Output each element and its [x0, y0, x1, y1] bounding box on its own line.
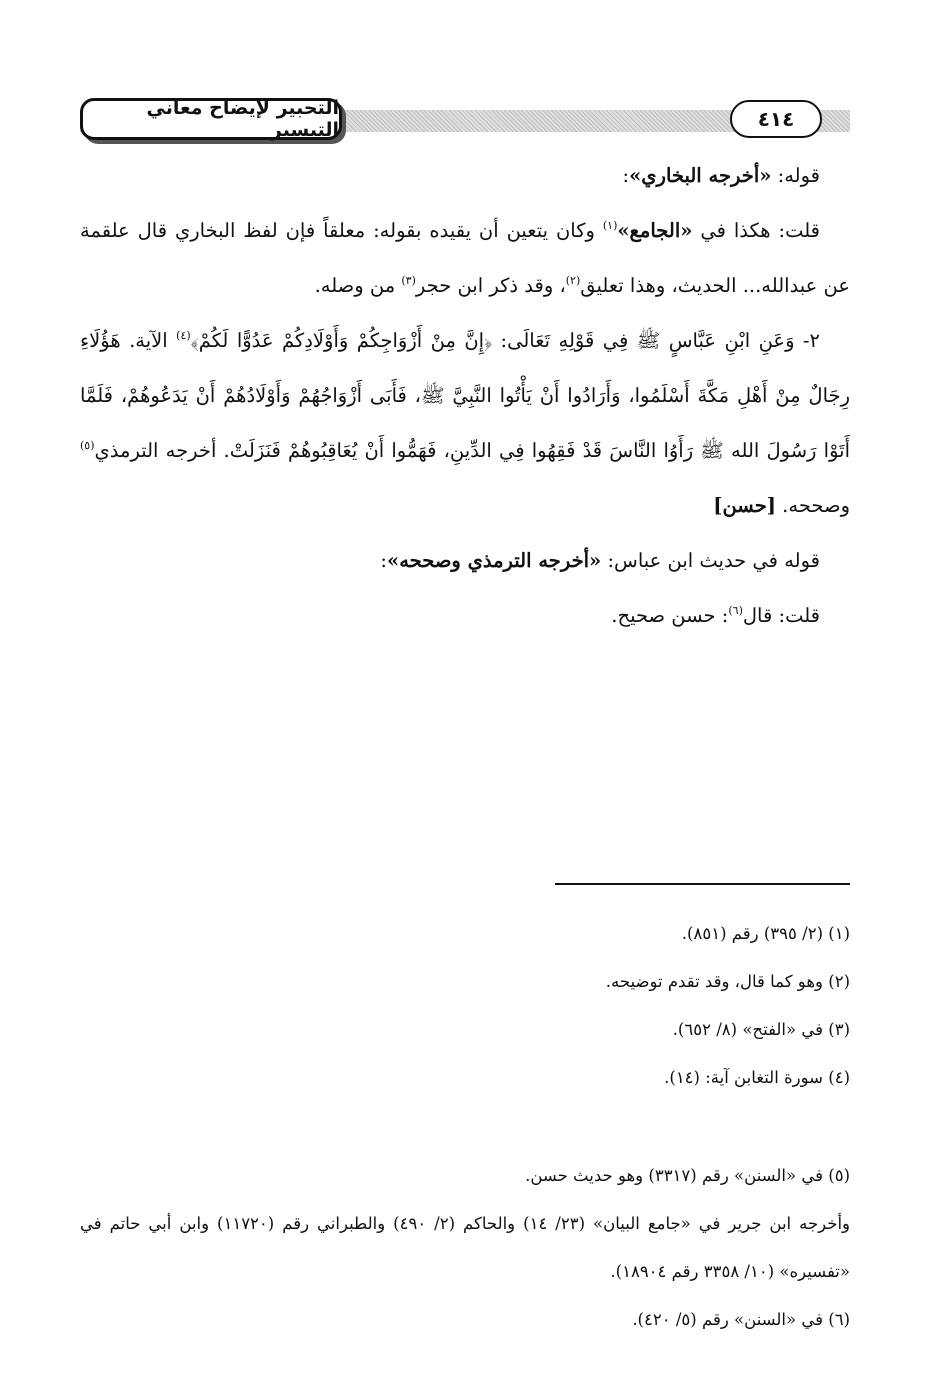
text: :	[622, 164, 630, 187]
footnote-6: (٦) في «السنن» رقم (٥/ ٤٢٠).	[632, 1310, 850, 1329]
hadith-grade: [حسن]	[713, 494, 776, 517]
text: قوله في حديث ابن عباس:	[601, 549, 820, 572]
footnote-4: (٤) سورة التغابن آية: (١٤).	[664, 1068, 850, 1087]
text: :	[380, 549, 387, 572]
footnote-marker: (٣)	[401, 274, 416, 287]
footnote-2: (٢) وهو كما قال، وقد تقدم توضيحه.	[605, 972, 850, 991]
footnote-5-continued: وأخرجه ابن جرير في «جامع البيان» (٢٣/ ١٤) والحاكم (٢/ ٤٩٠) والطبراني رقم (١١٧٢٠) وابن أبي حاتم في «تفسيره» (١٠/ ٣٣٥٨ رقم ١٨٩٠٤).	[80, 1214, 851, 1281]
paragraph-2	[80, 203, 850, 313]
running-header	[80, 98, 850, 144]
page-number: ٤١٤	[730, 100, 822, 138]
footnote-marker: (٦)	[728, 604, 743, 617]
footnote-marker: (٢)	[565, 274, 581, 287]
paragraph-3-hadith	[80, 313, 850, 533]
footnote-1: (١) (٢/ ٣٩٥) رقم (٨٥١).	[681, 924, 850, 943]
footnote-5: (٥) في «السنن» رقم (٣٣١٧) وهو حديث حسن.	[525, 1166, 850, 1185]
text: وصححه.	[775, 494, 850, 517]
paragraph-1	[80, 148, 850, 203]
footnote-separator	[555, 883, 850, 885]
text: قلت: قال	[742, 604, 820, 627]
quoted-phrase: «أخرجه البخاري»	[629, 164, 772, 187]
footnote-marker: (١)	[602, 219, 618, 232]
text: من وصله.	[314, 274, 402, 297]
footnotes	[80, 910, 850, 1344]
quoted-phrase: «أخرجه الترمذي وصححه»	[387, 549, 602, 572]
text: قلت: هكذا في	[692, 219, 820, 242]
footnote-marker: (٥)	[80, 439, 95, 452]
text: وكان يتعين أن يقيده بقوله: معلقاً فإن لفظ البخاري قال علقمة عن عبدالله... الحديث، وهذا تعليق	[80, 219, 850, 297]
footnote-3: (٣) في «الفتح» (٨/ ٦٥٢).	[672, 1020, 850, 1039]
paragraph-5	[80, 588, 850, 643]
hadith-text: ٢- وَعَنِ ابْنِ عَبَّاسٍ ﷺ فِي قَوْلِهِ تَعَالَى: ﴿إِنَّ مِنْ أَزْوَاجِكُمْ وَأَوْلَادِكُمْ عَدُوًّا لَكُمْ﴾	[190, 329, 820, 352]
hadith-text: الآية. هَؤُلَاءِ رِجَالٌ مِنْ أَهْلِ مَكَّةَ أَسْلَمُوا، وَأَرَادُوا أَنْ يَأْتُوا النَّبِيَّ ﷺ، فَأَبَى أَزْوَاجُهُمْ وَأَوْلَادُهُمْ أَنْ يَدَعُوهُمْ، فَلَمَّا أَتَوْا رَسُولَ الله ﷺ رَأَوُا النَّاسَ قَدْ فَقِهُوا فِي الدِّينِ، فَهَمُّوا أَنْ يُعَاقِبُوهُمْ فَنَزَلَتْ. أخرجه الترمذي	[80, 329, 850, 462]
footnote-marker: (٤)	[176, 329, 191, 342]
main-text	[80, 148, 850, 643]
quoted-phrase: «الجامع»	[617, 219, 693, 242]
paragraph-4	[80, 533, 850, 588]
book-title: التحبير لإيضاح معاني التيسير	[80, 98, 342, 140]
text: : حسن صحيح.	[611, 604, 729, 627]
text: ، وقد ذكر ابن حجر	[415, 274, 566, 297]
text: قوله:	[771, 164, 820, 187]
